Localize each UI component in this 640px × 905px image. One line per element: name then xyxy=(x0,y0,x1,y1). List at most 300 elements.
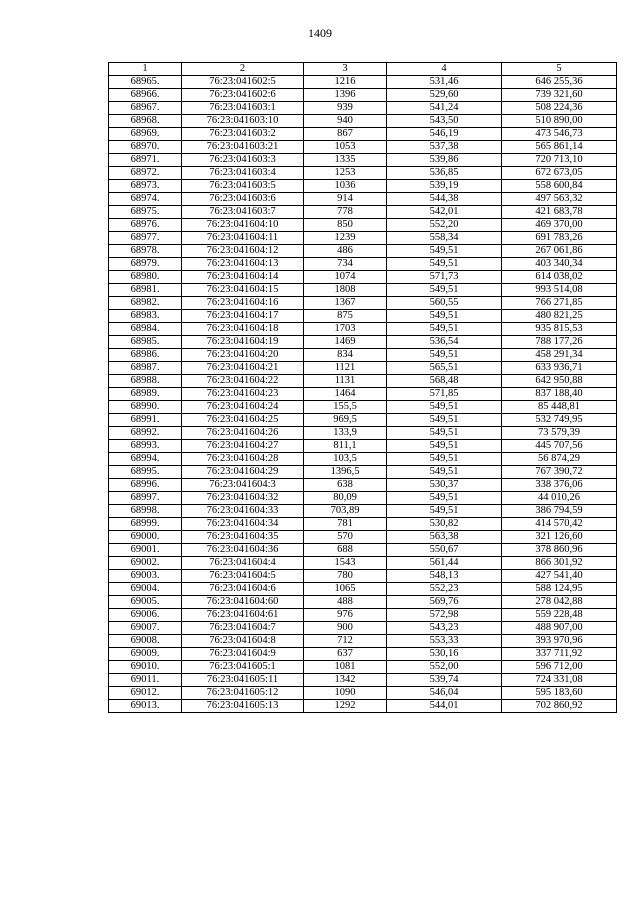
column-header-5: 5 xyxy=(502,63,617,76)
rate-cell: 530,82 xyxy=(387,518,502,531)
value-cell: 596 712,00 xyxy=(502,661,617,674)
cadastral-number-cell: 76:23:041605:1 xyxy=(182,661,304,674)
cadastral-number-cell: 76:23:041603:21 xyxy=(182,141,304,154)
table-header-row xyxy=(109,63,617,76)
row-number-cell: 68980. xyxy=(109,271,182,284)
row-number-cell: 68995. xyxy=(109,466,182,479)
column-header-4: 4 xyxy=(387,63,502,76)
row-number-cell: 68977. xyxy=(109,232,182,245)
column-header-1: 1 xyxy=(109,63,182,76)
cadastral-number-cell: 76:23:041603:1 xyxy=(182,102,304,115)
value-cell: 421 683,78 xyxy=(502,206,617,219)
value-cell: 788 177,26 xyxy=(502,336,617,349)
area-cell: 1396,5 xyxy=(304,466,387,479)
area-cell: 688 xyxy=(304,544,387,557)
row-number-cell: 69011. xyxy=(109,674,182,687)
rate-cell: 530,16 xyxy=(387,648,502,661)
area-cell: 940 xyxy=(304,115,387,128)
rate-cell: 552,23 xyxy=(387,583,502,596)
cadastral-number-cell: 76:23:041604:17 xyxy=(182,310,304,323)
row-number-cell: 68996. xyxy=(109,479,182,492)
row-number-cell: 69009. xyxy=(109,648,182,661)
area-cell: 900 xyxy=(304,622,387,635)
table-row xyxy=(109,674,617,687)
cadastral-number-cell: 76:23:041603:3 xyxy=(182,154,304,167)
cadastral-number-cell: 76:23:041604:9 xyxy=(182,648,304,661)
area-cell: 80,09 xyxy=(304,492,387,505)
area-cell: 1292 xyxy=(304,700,387,713)
value-cell: 724 331,08 xyxy=(502,674,617,687)
table-row xyxy=(109,336,617,349)
cadastral-number-cell: 76:23:041604:32 xyxy=(182,492,304,505)
area-cell: 780 xyxy=(304,570,387,583)
area-cell: 914 xyxy=(304,193,387,206)
value-cell: 403 340,34 xyxy=(502,258,617,271)
rate-cell: 544,38 xyxy=(387,193,502,206)
cadastral-number-cell: 76:23:041604:12 xyxy=(182,245,304,258)
cadastral-number-cell: 76:23:041604:4 xyxy=(182,557,304,570)
value-cell: 837 188,40 xyxy=(502,388,617,401)
row-number-cell: 68969. xyxy=(109,128,182,141)
cadastral-number-cell: 76:23:041604:61 xyxy=(182,609,304,622)
area-cell: 939 xyxy=(304,102,387,115)
cadastral-number-cell: 76:23:041604:28 xyxy=(182,453,304,466)
area-cell: 486 xyxy=(304,245,387,258)
rate-cell: 550,67 xyxy=(387,544,502,557)
rate-cell: 549,51 xyxy=(387,349,502,362)
area-cell: 1253 xyxy=(304,167,387,180)
row-number-cell: 68994. xyxy=(109,453,182,466)
table-row xyxy=(109,102,617,115)
table-row xyxy=(109,141,617,154)
table-row xyxy=(109,531,617,544)
table-row xyxy=(109,466,617,479)
rate-cell: 549,51 xyxy=(387,440,502,453)
cadastral-number-cell: 76:23:041604:21 xyxy=(182,362,304,375)
value-cell: 558 600,84 xyxy=(502,180,617,193)
value-cell: 642 950,88 xyxy=(502,375,617,388)
rate-cell: 549,51 xyxy=(387,245,502,258)
value-cell: 44 010,26 xyxy=(502,492,617,505)
value-cell: 458 291,34 xyxy=(502,349,617,362)
value-cell: 278 042,88 xyxy=(502,596,617,609)
value-cell: 445 707,56 xyxy=(502,440,617,453)
cadastral-number-cell: 76:23:041604:6 xyxy=(182,583,304,596)
area-cell: 1239 xyxy=(304,232,387,245)
cadastral-number-cell: 76:23:041604:13 xyxy=(182,258,304,271)
value-cell: 469 370,00 xyxy=(502,219,617,232)
rate-cell: 546,04 xyxy=(387,687,502,700)
area-cell: 1469 xyxy=(304,336,387,349)
table-row xyxy=(109,271,617,284)
row-number-cell: 69007. xyxy=(109,622,182,635)
row-number-cell: 68975. xyxy=(109,206,182,219)
cadastral-number-cell: 76:23:041605:11 xyxy=(182,674,304,687)
rate-cell: 558,34 xyxy=(387,232,502,245)
rate-cell: 549,51 xyxy=(387,505,502,518)
table-row xyxy=(109,687,617,700)
row-number-cell: 68988. xyxy=(109,375,182,388)
table-row xyxy=(109,310,617,323)
row-number-cell: 68992. xyxy=(109,427,182,440)
table-row xyxy=(109,193,617,206)
area-cell: 1464 xyxy=(304,388,387,401)
row-number-cell: 69001. xyxy=(109,544,182,557)
cadastral-number-cell: 76:23:041604:22 xyxy=(182,375,304,388)
row-number-cell: 68981. xyxy=(109,284,182,297)
rate-cell: 560,55 xyxy=(387,297,502,310)
rate-cell: 549,51 xyxy=(387,492,502,505)
value-cell: 393 970,96 xyxy=(502,635,617,648)
value-cell: 595 183,60 xyxy=(502,687,617,700)
row-number-cell: 69005. xyxy=(109,596,182,609)
cadastral-number-cell: 76:23:041604:24 xyxy=(182,401,304,414)
rate-cell: 541,24 xyxy=(387,102,502,115)
rate-cell: 572,98 xyxy=(387,609,502,622)
value-cell: 532 749,95 xyxy=(502,414,617,427)
area-cell: 778 xyxy=(304,206,387,219)
area-cell: 703,89 xyxy=(304,505,387,518)
cadastral-number-cell: 76:23:041603:6 xyxy=(182,193,304,206)
cadastral-number-cell: 76:23:041604:33 xyxy=(182,505,304,518)
row-number-cell: 69012. xyxy=(109,687,182,700)
area-cell: 1053 xyxy=(304,141,387,154)
area-cell: 133,9 xyxy=(304,427,387,440)
cadastral-number-cell: 76:23:041604:25 xyxy=(182,414,304,427)
value-cell: 480 821,25 xyxy=(502,310,617,323)
area-cell: 488 xyxy=(304,596,387,609)
row-number-cell: 68986. xyxy=(109,349,182,362)
area-cell: 1367 xyxy=(304,297,387,310)
area-cell: 1543 xyxy=(304,557,387,570)
value-cell: 508 224,36 xyxy=(502,102,617,115)
rate-cell: 529,60 xyxy=(387,89,502,102)
cadastral-number-cell: 76:23:041605:13 xyxy=(182,700,304,713)
value-cell: 766 271,85 xyxy=(502,297,617,310)
rate-cell: 543,23 xyxy=(387,622,502,635)
rate-cell: 531,46 xyxy=(387,76,502,89)
cadastral-number-cell: 76:23:041604:7 xyxy=(182,622,304,635)
rate-cell: 544,01 xyxy=(387,700,502,713)
rate-cell: 548,13 xyxy=(387,570,502,583)
value-cell: 739 321,60 xyxy=(502,89,617,102)
cadastral-number-cell: 76:23:041604:27 xyxy=(182,440,304,453)
row-number-cell: 69013. xyxy=(109,700,182,713)
cadastral-number-cell: 76:23:041602:6 xyxy=(182,89,304,102)
area-cell: 1396 xyxy=(304,89,387,102)
row-number-cell: 68966. xyxy=(109,89,182,102)
value-cell: 497 563,32 xyxy=(502,193,617,206)
rate-cell: 549,51 xyxy=(387,323,502,336)
row-number-cell: 68974. xyxy=(109,193,182,206)
table-row xyxy=(109,89,617,102)
data-table xyxy=(108,62,617,713)
rate-cell: 543,50 xyxy=(387,115,502,128)
area-cell: 811,1 xyxy=(304,440,387,453)
cadastral-number-cell: 76:23:041604:23 xyxy=(182,388,304,401)
value-cell: 267 061,86 xyxy=(502,245,617,258)
value-cell: 767 390,72 xyxy=(502,466,617,479)
row-number-cell: 69006. xyxy=(109,609,182,622)
table-row xyxy=(109,661,617,674)
area-cell: 712 xyxy=(304,635,387,648)
row-number-cell: 68998. xyxy=(109,505,182,518)
row-number-cell: 68993. xyxy=(109,440,182,453)
area-cell: 834 xyxy=(304,349,387,362)
value-cell: 646 255,36 xyxy=(502,76,617,89)
rate-cell: 539,74 xyxy=(387,674,502,687)
cadastral-number-cell: 76:23:041604:35 xyxy=(182,531,304,544)
area-cell: 1074 xyxy=(304,271,387,284)
cadastral-number-cell: 76:23:041604:36 xyxy=(182,544,304,557)
table-row xyxy=(109,349,617,362)
table-row xyxy=(109,414,617,427)
row-number-cell: 69008. xyxy=(109,635,182,648)
value-cell: 565 861,14 xyxy=(502,141,617,154)
rate-cell: 546,19 xyxy=(387,128,502,141)
cadastral-number-cell: 76:23:041603:4 xyxy=(182,167,304,180)
table-row xyxy=(109,388,617,401)
table-row xyxy=(109,622,617,635)
rate-cell: 549,51 xyxy=(387,284,502,297)
table-row xyxy=(109,284,617,297)
rate-cell: 549,51 xyxy=(387,427,502,440)
area-cell: 1216 xyxy=(304,76,387,89)
area-cell: 155,5 xyxy=(304,401,387,414)
row-number-cell: 68984. xyxy=(109,323,182,336)
rate-cell: 549,51 xyxy=(387,401,502,414)
area-cell: 1335 xyxy=(304,154,387,167)
table-row xyxy=(109,544,617,557)
row-number-cell: 68997. xyxy=(109,492,182,505)
page-number: 1409 xyxy=(308,26,332,40)
row-number-cell: 68965. xyxy=(109,76,182,89)
cadastral-number-cell: 76:23:041604:11 xyxy=(182,232,304,245)
rate-cell: 552,00 xyxy=(387,661,502,674)
table-row xyxy=(109,232,617,245)
rate-cell: 537,38 xyxy=(387,141,502,154)
cadastral-number-cell: 76:23:041604:60 xyxy=(182,596,304,609)
value-cell: 702 860,92 xyxy=(502,700,617,713)
rate-cell: 549,51 xyxy=(387,414,502,427)
value-cell: 614 038,02 xyxy=(502,271,617,284)
rate-cell: 549,51 xyxy=(387,453,502,466)
row-number-cell: 68990. xyxy=(109,401,182,414)
area-cell: 781 xyxy=(304,518,387,531)
value-cell: 337 711,92 xyxy=(502,648,617,661)
table-row xyxy=(109,128,617,141)
row-number-cell: 69000. xyxy=(109,531,182,544)
cadastral-number-cell: 76:23:041603:10 xyxy=(182,115,304,128)
area-cell: 734 xyxy=(304,258,387,271)
rate-cell: 539,86 xyxy=(387,154,502,167)
row-number-cell: 68983. xyxy=(109,310,182,323)
cadastral-number-cell: 76:23:041604:34 xyxy=(182,518,304,531)
column-header-3: 3 xyxy=(304,63,387,76)
column-header-2: 2 xyxy=(182,63,304,76)
row-number-cell: 68973. xyxy=(109,180,182,193)
table-row xyxy=(109,453,617,466)
table-row xyxy=(109,323,617,336)
value-cell: 588 124,95 xyxy=(502,583,617,596)
table-row xyxy=(109,583,617,596)
value-cell: 488 907,00 xyxy=(502,622,617,635)
value-cell: 321 126,60 xyxy=(502,531,617,544)
table-row xyxy=(109,154,617,167)
rate-cell: 553,33 xyxy=(387,635,502,648)
value-cell: 473 546,73 xyxy=(502,128,617,141)
value-cell: 56 874,29 xyxy=(502,453,617,466)
area-cell: 570 xyxy=(304,531,387,544)
rate-cell: 530,37 xyxy=(387,479,502,492)
cadastral-number-cell: 76:23:041604:26 xyxy=(182,427,304,440)
value-cell: 510 890,00 xyxy=(502,115,617,128)
value-cell: 427 541,40 xyxy=(502,570,617,583)
table-row xyxy=(109,180,617,193)
table-row xyxy=(109,505,617,518)
table-row xyxy=(109,167,617,180)
value-cell: 993 514,08 xyxy=(502,284,617,297)
table-row xyxy=(109,518,617,531)
rate-cell: 549,51 xyxy=(387,466,502,479)
value-cell: 73 579,39 xyxy=(502,427,617,440)
table-row xyxy=(109,700,617,713)
cadastral-number-cell: 76:23:041604:20 xyxy=(182,349,304,362)
rate-cell: 549,51 xyxy=(387,310,502,323)
cadastral-number-cell: 76:23:041602:5 xyxy=(182,76,304,89)
value-cell: 559 228,48 xyxy=(502,609,617,622)
table-row xyxy=(109,245,617,258)
value-cell: 414 570,42 xyxy=(502,518,617,531)
value-cell: 720 713,10 xyxy=(502,154,617,167)
rate-cell: 539,19 xyxy=(387,180,502,193)
table-row xyxy=(109,648,617,661)
table-row xyxy=(109,557,617,570)
table-body xyxy=(109,76,617,713)
cadastral-number-cell: 76:23:041604:14 xyxy=(182,271,304,284)
table-row xyxy=(109,401,617,414)
value-cell: 866 301,92 xyxy=(502,557,617,570)
table-row xyxy=(109,596,617,609)
area-cell: 1808 xyxy=(304,284,387,297)
area-cell: 976 xyxy=(304,609,387,622)
value-cell: 633 936,71 xyxy=(502,362,617,375)
value-cell: 935 815,53 xyxy=(502,323,617,336)
table-row xyxy=(109,427,617,440)
area-cell: 1121 xyxy=(304,362,387,375)
area-cell: 969,5 xyxy=(304,414,387,427)
value-cell: 386 794,59 xyxy=(502,505,617,518)
cadastral-number-cell: 76:23:041604:10 xyxy=(182,219,304,232)
rate-cell: 536,85 xyxy=(387,167,502,180)
cadastral-number-cell: 76:23:041604:3 xyxy=(182,479,304,492)
cadastral-number-cell: 76:23:041603:7 xyxy=(182,206,304,219)
row-number-cell: 68968. xyxy=(109,115,182,128)
cadastral-number-cell: 76:23:041605:12 xyxy=(182,687,304,700)
rate-cell: 561,44 xyxy=(387,557,502,570)
rate-cell: 569,76 xyxy=(387,596,502,609)
area-cell: 103,5 xyxy=(304,453,387,466)
table-row xyxy=(109,609,617,622)
area-cell: 1342 xyxy=(304,674,387,687)
area-cell: 850 xyxy=(304,219,387,232)
table-row xyxy=(109,440,617,453)
cadastral-number-cell: 76:23:041604:5 xyxy=(182,570,304,583)
rate-cell: 565,51 xyxy=(387,362,502,375)
rate-cell: 536,54 xyxy=(387,336,502,349)
area-cell: 875 xyxy=(304,310,387,323)
row-number-cell: 68987. xyxy=(109,362,182,375)
table-row xyxy=(109,479,617,492)
table-row xyxy=(109,258,617,271)
cadastral-number-cell: 76:23:041604:16 xyxy=(182,297,304,310)
row-number-cell: 68972. xyxy=(109,167,182,180)
table-row xyxy=(109,635,617,648)
rate-cell: 549,51 xyxy=(387,258,502,271)
row-number-cell: 69003. xyxy=(109,570,182,583)
rate-cell: 552,20 xyxy=(387,219,502,232)
area-cell: 867 xyxy=(304,128,387,141)
table-row xyxy=(109,206,617,219)
table-row xyxy=(109,375,617,388)
value-cell: 378 860,96 xyxy=(502,544,617,557)
cadastral-number-cell: 76:23:041604:15 xyxy=(182,284,304,297)
area-cell: 1131 xyxy=(304,375,387,388)
table-row xyxy=(109,492,617,505)
table-row xyxy=(109,115,617,128)
cadastral-number-cell: 76:23:041603:2 xyxy=(182,128,304,141)
cadastral-number-cell: 76:23:041604:29 xyxy=(182,466,304,479)
cadastral-number-cell: 76:23:041604:19 xyxy=(182,336,304,349)
row-number-cell: 68971. xyxy=(109,154,182,167)
area-cell: 1036 xyxy=(304,180,387,193)
table-row xyxy=(109,76,617,89)
value-cell: 338 376,06 xyxy=(502,479,617,492)
table-row xyxy=(109,297,617,310)
row-number-cell: 68979. xyxy=(109,258,182,271)
row-number-cell: 68991. xyxy=(109,414,182,427)
area-cell: 1081 xyxy=(304,661,387,674)
value-cell: 691 783,26 xyxy=(502,232,617,245)
row-number-cell: 68999. xyxy=(109,518,182,531)
row-number-cell: 69002. xyxy=(109,557,182,570)
table-row xyxy=(109,570,617,583)
table-row xyxy=(109,219,617,232)
row-number-cell: 69010. xyxy=(109,661,182,674)
rate-cell: 563,38 xyxy=(387,531,502,544)
cadastral-number-cell: 76:23:041604:8 xyxy=(182,635,304,648)
rate-cell: 542,01 xyxy=(387,206,502,219)
cadastral-number-cell: 76:23:041603:5 xyxy=(182,180,304,193)
rate-cell: 568,48 xyxy=(387,375,502,388)
value-cell: 85 448,81 xyxy=(502,401,617,414)
table-row xyxy=(109,362,617,375)
area-cell: 1090 xyxy=(304,687,387,700)
rate-cell: 571,85 xyxy=(387,388,502,401)
cadastral-number-cell: 76:23:041604:18 xyxy=(182,323,304,336)
area-cell: 1065 xyxy=(304,583,387,596)
row-number-cell: 68967. xyxy=(109,102,182,115)
row-number-cell: 68978. xyxy=(109,245,182,258)
row-number-cell: 68976. xyxy=(109,219,182,232)
row-number-cell: 68970. xyxy=(109,141,182,154)
area-cell: 1703 xyxy=(304,323,387,336)
row-number-cell: 69004. xyxy=(109,583,182,596)
area-cell: 638 xyxy=(304,479,387,492)
rate-cell: 571,73 xyxy=(387,271,502,284)
area-cell: 637 xyxy=(304,648,387,661)
row-number-cell: 68989. xyxy=(109,388,182,401)
